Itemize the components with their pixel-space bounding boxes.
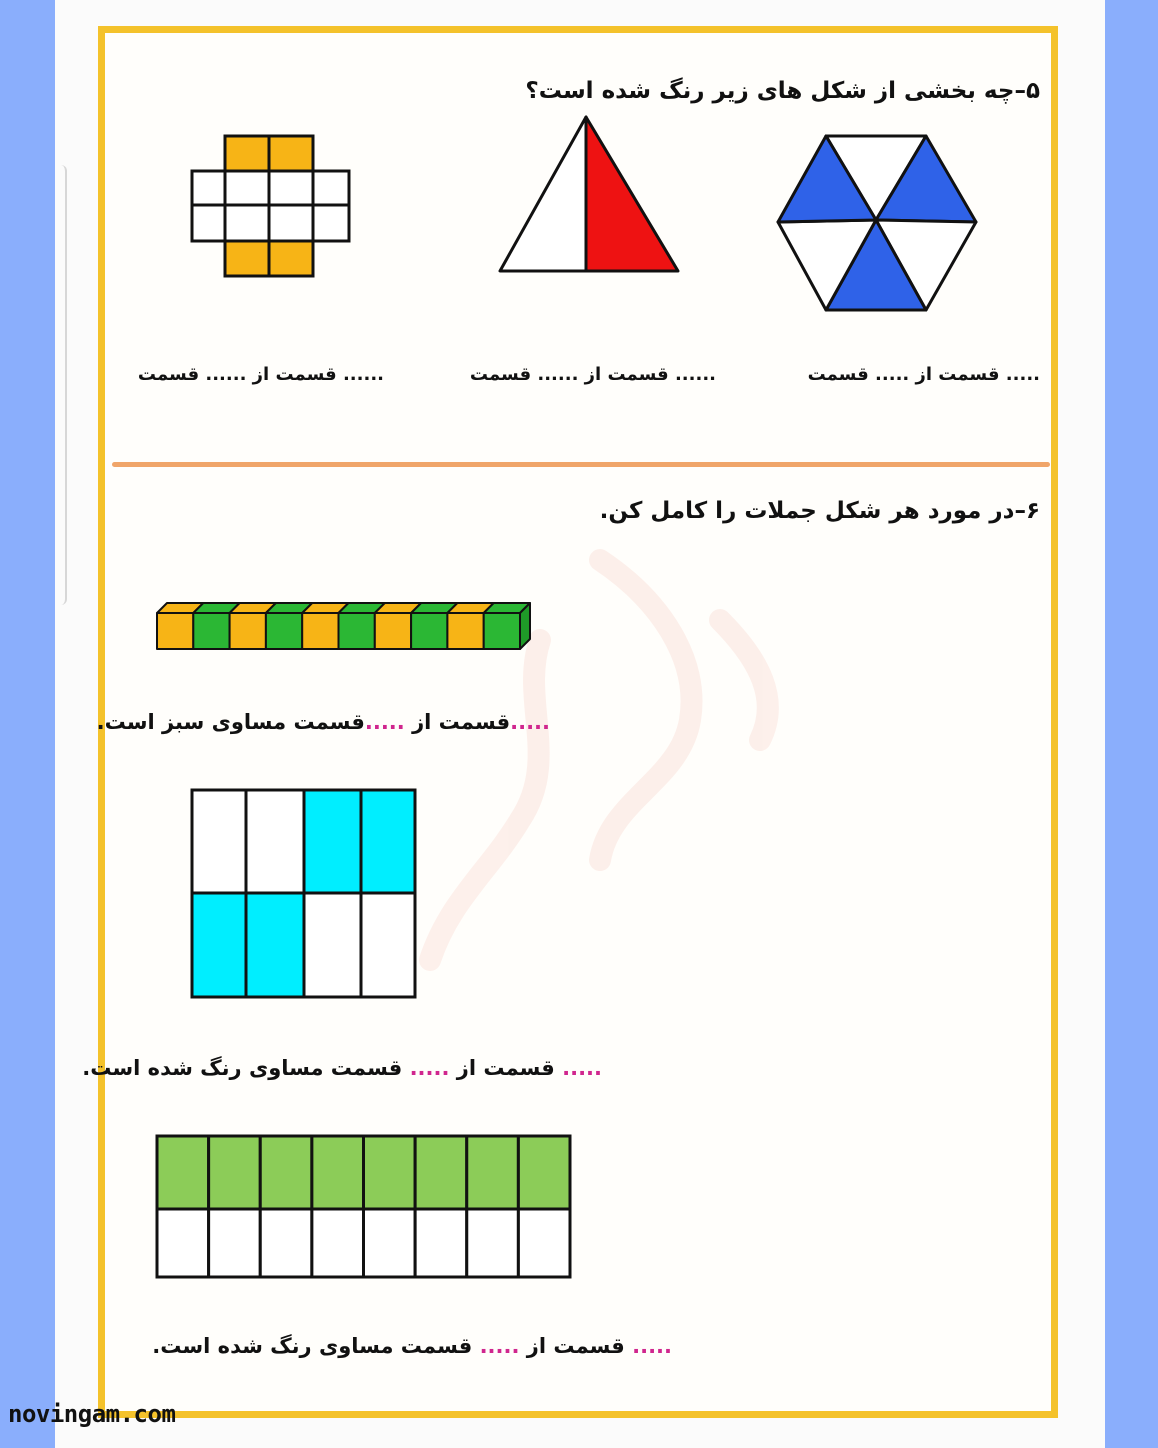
green-cell bbox=[157, 1209, 209, 1277]
site-watermark: novingam.com bbox=[8, 1400, 176, 1428]
answer-cross-grid: ...... قسمت از ...... قسمت bbox=[137, 364, 384, 385]
blank-1: ..... bbox=[510, 710, 550, 734]
answer-hexagon: ..... قسمت از ..... قسمت bbox=[807, 364, 1040, 385]
blank-1: ..... bbox=[632, 1334, 672, 1358]
sentence-part: قسمت از bbox=[449, 1056, 563, 1080]
blank-2: ..... bbox=[409, 1056, 450, 1080]
green-cell-shaded bbox=[467, 1136, 519, 1209]
blank-2: ..... bbox=[479, 1334, 520, 1358]
sentence-part: قسمت از bbox=[404, 710, 511, 734]
green-cell bbox=[415, 1209, 467, 1277]
green-cell bbox=[467, 1209, 519, 1277]
blank-1: ..... bbox=[562, 1056, 602, 1080]
question-6-title: ۶–در مورد هر شکل جملات را کامل کن. bbox=[599, 498, 1040, 524]
green-cell-shaded bbox=[312, 1136, 364, 1209]
green-cell-shaded bbox=[518, 1136, 570, 1209]
green-cell-shaded bbox=[364, 1136, 416, 1209]
sentence-part: قسمت از bbox=[519, 1334, 633, 1358]
green-cell-shaded bbox=[209, 1136, 261, 1209]
sentence-part: قسمت مساوی رنگ شده است. bbox=[82, 1056, 410, 1080]
green-cell-shaded bbox=[157, 1136, 209, 1209]
green-cell bbox=[364, 1209, 416, 1277]
question-5-title: ۵–چه بخشی از شکل های زیر رنگ شده است؟ bbox=[525, 78, 1040, 104]
blank-2: ..... bbox=[364, 710, 405, 734]
sentence-part: قسمت مساوی رنگ شده است. bbox=[152, 1334, 480, 1358]
green-cell bbox=[312, 1209, 364, 1277]
green-cell bbox=[260, 1209, 312, 1277]
green-cell-shaded bbox=[260, 1136, 312, 1209]
sentence-green-grid bbox=[152, 1334, 672, 1358]
sentence-part: قسمت مساوی سبز است. bbox=[96, 710, 365, 734]
green-cell bbox=[518, 1209, 570, 1277]
green-cell bbox=[209, 1209, 261, 1277]
green-cell-shaded bbox=[415, 1136, 467, 1209]
answer-triangle: ...... قسمت از ...... قسمت bbox=[469, 364, 716, 385]
